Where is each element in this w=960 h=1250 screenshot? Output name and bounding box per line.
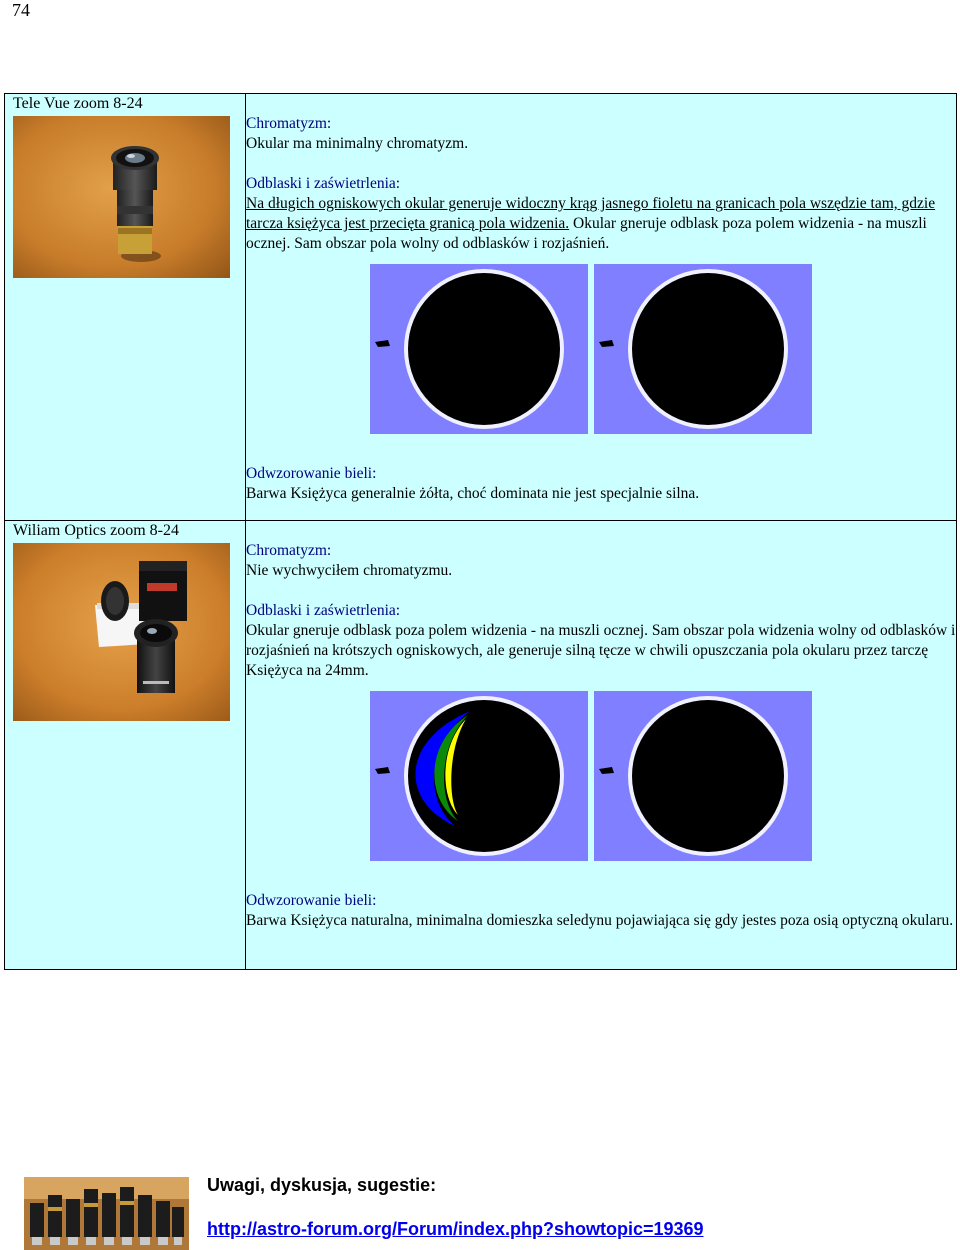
description-cell <box>246 521 957 970</box>
glare-text-underlined: Na długich ogniskowych okular generuje widoczny krąg jasnego fioletu na granicach pola wszędzie tam, gdzie tarcza księżyca jest przecięta granicą pola widzenia. <box>246 195 936 232</box>
eyepiece-review-table <box>4 93 957 970</box>
white-balance-heading: Odwzorowanie bieli: <box>246 465 377 482</box>
chromatism-text: Okular ma minimalny chromatyzm. <box>246 135 469 152</box>
glare-text: Okular gneruje odblask poza polem widzenia - na muszli ocznej. Sam obszar pola wolny od odblasków i rozjaśnień. <box>246 215 927 252</box>
william-optics-eyepiece-photo <box>13 543 230 721</box>
simulation-images <box>370 264 956 434</box>
glare-heading: Odblaski i zaświetrlenia: <box>246 602 401 619</box>
white-balance-text: Barwa Księżyca generalnie żółta, choć dominata nie jest specjalnie silna. <box>246 485 700 502</box>
glare-text: Okular gneruje odblask poza polem widzenia - na muszli ocznej. Sam obszar pola widzenia wolny od odblasków i rozjaśnień na krótszych ogniskowych, ale generuje silną tęcze w chwili opuszczania pola okularu przez tarczę Księżyca na 24mm. <box>246 622 956 679</box>
white-balance-heading: Odwzorowanie bieli: <box>246 892 377 909</box>
review-text <box>246 521 956 681</box>
review-text <box>246 94 956 254</box>
description-cell <box>246 94 957 521</box>
chromatism-heading: Chromatyzm: <box>246 542 332 559</box>
glare-heading: Odblaski i zaświetrlenia: <box>246 175 401 192</box>
eyepieces-collection-photo <box>24 1177 189 1250</box>
forum-link[interactable]: http://astro-forum.org/Forum/index.php?showtopic=19369 <box>207 1219 704 1239</box>
moon-simulation-image <box>594 264 812 434</box>
table-row <box>5 521 957 970</box>
glare-paragraph <box>246 194 956 254</box>
moon-simulation-image <box>370 264 588 434</box>
chromatism-text: Nie wychwyciłem chromatyzmu. <box>246 562 453 579</box>
table-row <box>5 94 957 521</box>
page-number: 74 <box>12 0 30 20</box>
chromatism-heading: Chromatyzm: <box>246 115 332 132</box>
simulation-images <box>370 691 956 861</box>
product-cell <box>5 521 246 970</box>
product-cell <box>5 94 246 521</box>
moon-simulation-image <box>594 691 812 861</box>
moon-simulation-rainbow-image <box>370 691 588 861</box>
white-balance-text: Barwa Księżyca naturalna, minimalna domieszka seledynu pojawiająca się gdy jestes poza osią optyczną okularu. <box>246 912 954 929</box>
product-name: Tele Vue zoom 8-24 <box>13 95 143 112</box>
televue-eyepiece-photo <box>13 116 230 278</box>
footer-label: Uwagi, dyskusja, sugestie: <box>207 1175 437 1195</box>
product-name: Wiliam Optics zoom 8-24 <box>13 522 179 539</box>
